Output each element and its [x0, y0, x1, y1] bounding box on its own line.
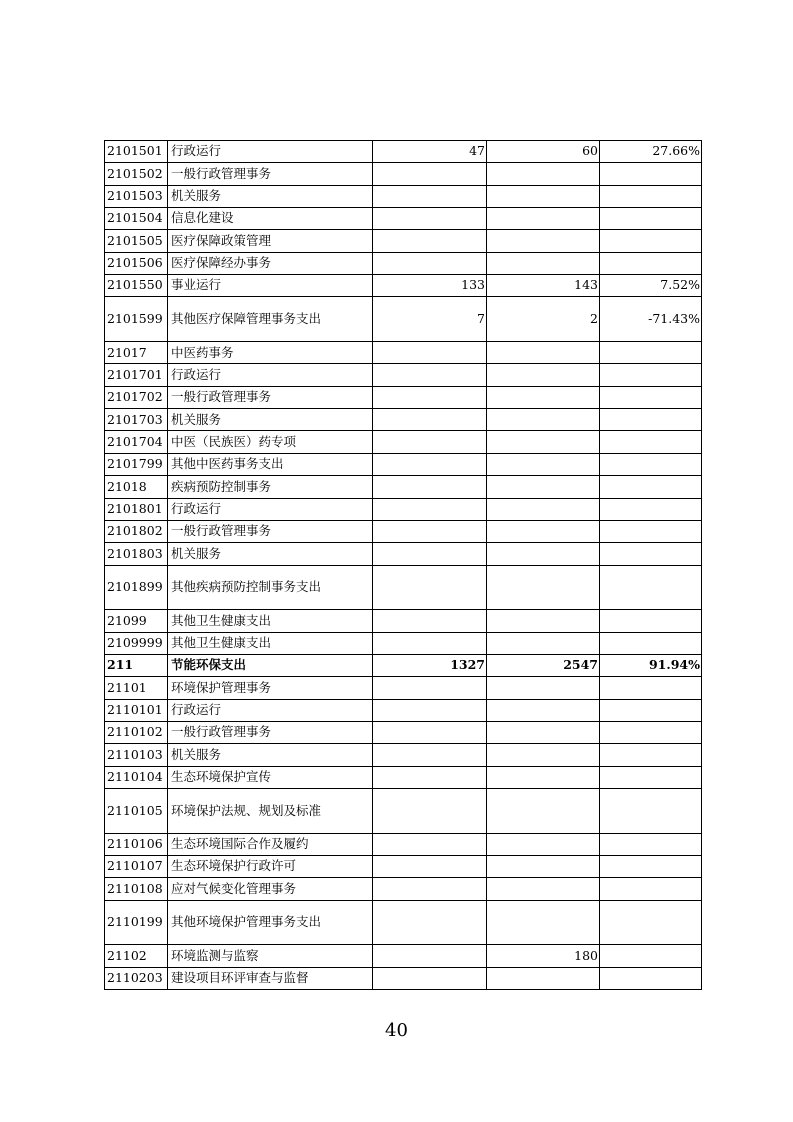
row-value-prev: [373, 498, 487, 520]
row-change-pct: [600, 744, 702, 766]
row-code: 211: [105, 654, 168, 676]
row-value-curr: [487, 409, 600, 431]
row-name: 其他卫生健康支出: [168, 632, 373, 654]
table-row: [105, 409, 702, 431]
table-row: [105, 297, 702, 342]
row-code: 2101502: [105, 163, 168, 185]
row-change-pct: [600, 945, 702, 967]
row-change-pct: [600, 476, 702, 498]
row-value-curr: [487, 565, 600, 610]
row-value-prev: [373, 252, 487, 274]
row-name: 生态环境保护行政许可: [168, 856, 373, 878]
row-code: 2110103: [105, 744, 168, 766]
row-value-prev: [373, 208, 487, 230]
row-value-curr: 60: [487, 141, 600, 163]
row-value-prev: 47: [373, 141, 487, 163]
table-row: [105, 342, 702, 364]
row-name: 其他卫生健康支出: [168, 610, 373, 632]
table-row: [105, 230, 702, 252]
row-value-curr: [487, 856, 600, 878]
row-name: 医疗保障政策管理: [168, 230, 373, 252]
row-value-curr: [487, 498, 600, 520]
row-name: 行政运行: [168, 498, 373, 520]
row-value-prev: [373, 342, 487, 364]
row-code: 2101506: [105, 252, 168, 274]
row-value-curr: [487, 431, 600, 453]
row-name: 一般行政管理事务: [168, 520, 373, 542]
row-change-pct: [600, 252, 702, 274]
row-value-prev: 7: [373, 297, 487, 342]
row-name: 环境监测与监察: [168, 945, 373, 967]
table-row: [105, 208, 702, 230]
row-name: 行政运行: [168, 699, 373, 721]
row-value-curr: [487, 386, 600, 408]
row-name: 机关服务: [168, 543, 373, 565]
table-row: [105, 945, 702, 967]
row-name: 机关服务: [168, 744, 373, 766]
row-code: 2101899: [105, 565, 168, 610]
row-name: 疾病预防控制事务: [168, 476, 373, 498]
row-change-pct: [600, 453, 702, 475]
row-code: 2101503: [105, 185, 168, 207]
row-name: 机关服务: [168, 409, 373, 431]
row-value-curr: [487, 610, 600, 632]
row-change-pct: [600, 185, 702, 207]
row-value-prev: [373, 163, 487, 185]
row-change-pct: [600, 230, 702, 252]
row-name: 一般行政管理事务: [168, 386, 373, 408]
row-value-prev: [373, 945, 487, 967]
row-value-curr: [487, 677, 600, 699]
row-code: 2101599: [105, 297, 168, 342]
row-name: 环境保护法规、规划及标准: [168, 788, 373, 833]
row-change-pct: [600, 967, 702, 989]
row-change-pct: [600, 788, 702, 833]
row-code: 2110102: [105, 721, 168, 743]
row-code: 21102: [105, 945, 168, 967]
row-name: 行政运行: [168, 141, 373, 163]
row-change-pct: [600, 610, 702, 632]
table-row: [105, 453, 702, 475]
row-value-prev: 133: [373, 275, 487, 297]
row-value-prev: [373, 230, 487, 252]
row-name: 中医（民族医）药专项: [168, 431, 373, 453]
row-code: 2101704: [105, 431, 168, 453]
row-name: 中医药事务: [168, 342, 373, 364]
table-row: [105, 878, 702, 900]
table-row: [105, 788, 702, 833]
row-value-prev: [373, 766, 487, 788]
row-code: 2101505: [105, 230, 168, 252]
row-code: 2110199: [105, 900, 168, 945]
table-row: [105, 610, 702, 632]
table-row: [105, 163, 702, 185]
row-value-curr: [487, 788, 600, 833]
row-change-pct: [600, 878, 702, 900]
row-change-pct: [600, 498, 702, 520]
row-value-curr: [487, 163, 600, 185]
table-row: [105, 185, 702, 207]
row-code: 2110101: [105, 699, 168, 721]
row-name: 建设项目环评审查与监督: [168, 967, 373, 989]
row-value-prev: [373, 409, 487, 431]
row-name: 生态环境国际合作及履约: [168, 833, 373, 855]
row-name: 节能环保支出: [168, 654, 373, 676]
table-row: [105, 654, 702, 676]
row-name: 其他疾病预防控制事务支出: [168, 565, 373, 610]
row-change-pct: [600, 163, 702, 185]
row-value-curr: [487, 744, 600, 766]
row-value-curr: [487, 878, 600, 900]
row-value-curr: [487, 476, 600, 498]
row-value-prev: [373, 788, 487, 833]
table-row: [105, 721, 702, 743]
table-row: [105, 856, 702, 878]
row-change-pct: [600, 856, 702, 878]
table-row: [105, 632, 702, 654]
row-change-pct: [600, 409, 702, 431]
row-code: 2110203: [105, 967, 168, 989]
row-code: 2101799: [105, 453, 168, 475]
table-row: [105, 543, 702, 565]
page-number: 40: [385, 1020, 408, 1041]
table-row: [105, 900, 702, 945]
row-value-prev: [373, 699, 487, 721]
row-value-prev: [373, 610, 487, 632]
row-change-pct: 7.52%: [600, 275, 702, 297]
row-value-curr: [487, 766, 600, 788]
row-value-curr: [487, 721, 600, 743]
row-change-pct: [600, 520, 702, 542]
row-value-curr: [487, 342, 600, 364]
row-change-pct: 91.94%: [600, 654, 702, 676]
row-value-curr: [487, 230, 600, 252]
row-value-curr: [487, 699, 600, 721]
row-value-prev: [373, 185, 487, 207]
row-value-prev: [373, 565, 487, 610]
row-value-curr: 180: [487, 945, 600, 967]
table-row: [105, 677, 702, 699]
row-change-pct: [600, 565, 702, 610]
table-row: [105, 431, 702, 453]
row-value-curr: [487, 364, 600, 386]
table-row: [105, 520, 702, 542]
table-row: [105, 141, 702, 163]
row-code: 2101703: [105, 409, 168, 431]
row-code: 2101801: [105, 498, 168, 520]
table-row: [105, 476, 702, 498]
row-value-prev: [373, 476, 487, 498]
row-value-prev: [373, 744, 487, 766]
row-name: 事业运行: [168, 275, 373, 297]
table-row: [105, 565, 702, 610]
table-row: [105, 364, 702, 386]
row-value-curr: 2547: [487, 654, 600, 676]
row-name: 一般行政管理事务: [168, 721, 373, 743]
row-code: 2109999: [105, 632, 168, 654]
row-change-pct: [600, 900, 702, 945]
row-name: 其他环境保护管理事务支出: [168, 900, 373, 945]
row-value-curr: [487, 833, 600, 855]
budget-expenditure-table: [104, 140, 702, 990]
row-change-pct: [600, 833, 702, 855]
row-change-pct: [600, 721, 702, 743]
row-value-prev: [373, 431, 487, 453]
row-value-prev: [373, 632, 487, 654]
row-change-pct: [600, 364, 702, 386]
row-name: 行政运行: [168, 364, 373, 386]
row-value-curr: 2: [487, 297, 600, 342]
row-code: 21017: [105, 342, 168, 364]
row-code: 2101550: [105, 275, 168, 297]
row-name: 应对气候变化管理事务: [168, 878, 373, 900]
row-name: 信息化建设: [168, 208, 373, 230]
row-code: 2101504: [105, 208, 168, 230]
row-code: 2110106: [105, 833, 168, 855]
row-change-pct: [600, 677, 702, 699]
row-value-prev: [373, 677, 487, 699]
row-code: 2110104: [105, 766, 168, 788]
row-value-prev: [373, 386, 487, 408]
row-code: 2101803: [105, 543, 168, 565]
row-value-prev: [373, 856, 487, 878]
row-change-pct: [600, 543, 702, 565]
table-row: [105, 744, 702, 766]
row-change-pct: [600, 208, 702, 230]
row-name: 生态环境保护宣传: [168, 766, 373, 788]
row-value-prev: [373, 833, 487, 855]
table-body: [105, 141, 702, 990]
row-code: 2101802: [105, 520, 168, 542]
row-value-curr: [487, 208, 600, 230]
row-value-prev: [373, 721, 487, 743]
row-code: 2110108: [105, 878, 168, 900]
row-code: 2101501: [105, 141, 168, 163]
row-change-pct: [600, 386, 702, 408]
table-row: [105, 498, 702, 520]
row-value-prev: [373, 967, 487, 989]
row-name: 一般行政管理事务: [168, 163, 373, 185]
row-change-pct: [600, 632, 702, 654]
row-change-pct: -71.43%: [600, 297, 702, 342]
row-value-prev: [373, 520, 487, 542]
table-row: [105, 699, 702, 721]
row-value-prev: [373, 900, 487, 945]
row-value-prev: [373, 878, 487, 900]
row-value-curr: [487, 900, 600, 945]
table-row: [105, 386, 702, 408]
row-change-pct: [600, 342, 702, 364]
row-code: 2110105: [105, 788, 168, 833]
row-change-pct: [600, 699, 702, 721]
table-row: [105, 766, 702, 788]
table-row: [105, 967, 702, 989]
row-change-pct: [600, 766, 702, 788]
table-row: [105, 275, 702, 297]
row-code: 21099: [105, 610, 168, 632]
row-change-pct: [600, 431, 702, 453]
row-value-curr: [487, 543, 600, 565]
row-name: 机关服务: [168, 185, 373, 207]
row-name: 其他医疗保障管理事务支出: [168, 297, 373, 342]
row-value-prev: [373, 453, 487, 475]
table-row: [105, 252, 702, 274]
row-name: 环境保护管理事务: [168, 677, 373, 699]
row-value-curr: [487, 185, 600, 207]
row-value-curr: [487, 967, 600, 989]
table-row: [105, 833, 702, 855]
row-change-pct: 27.66%: [600, 141, 702, 163]
row-code: 2101701: [105, 364, 168, 386]
row-value-curr: [487, 632, 600, 654]
row-value-prev: [373, 543, 487, 565]
row-value-prev: 1327: [373, 654, 487, 676]
row-name: 医疗保障经办事务: [168, 252, 373, 274]
row-name: 其他中医药事务支出: [168, 453, 373, 475]
row-code: 2101702: [105, 386, 168, 408]
row-value-curr: [487, 252, 600, 274]
row-value-prev: [373, 364, 487, 386]
row-value-curr: [487, 453, 600, 475]
row-value-curr: [487, 520, 600, 542]
row-code: 2110107: [105, 856, 168, 878]
row-value-curr: 143: [487, 275, 600, 297]
row-code: 21018: [105, 476, 168, 498]
row-code: 21101: [105, 677, 168, 699]
